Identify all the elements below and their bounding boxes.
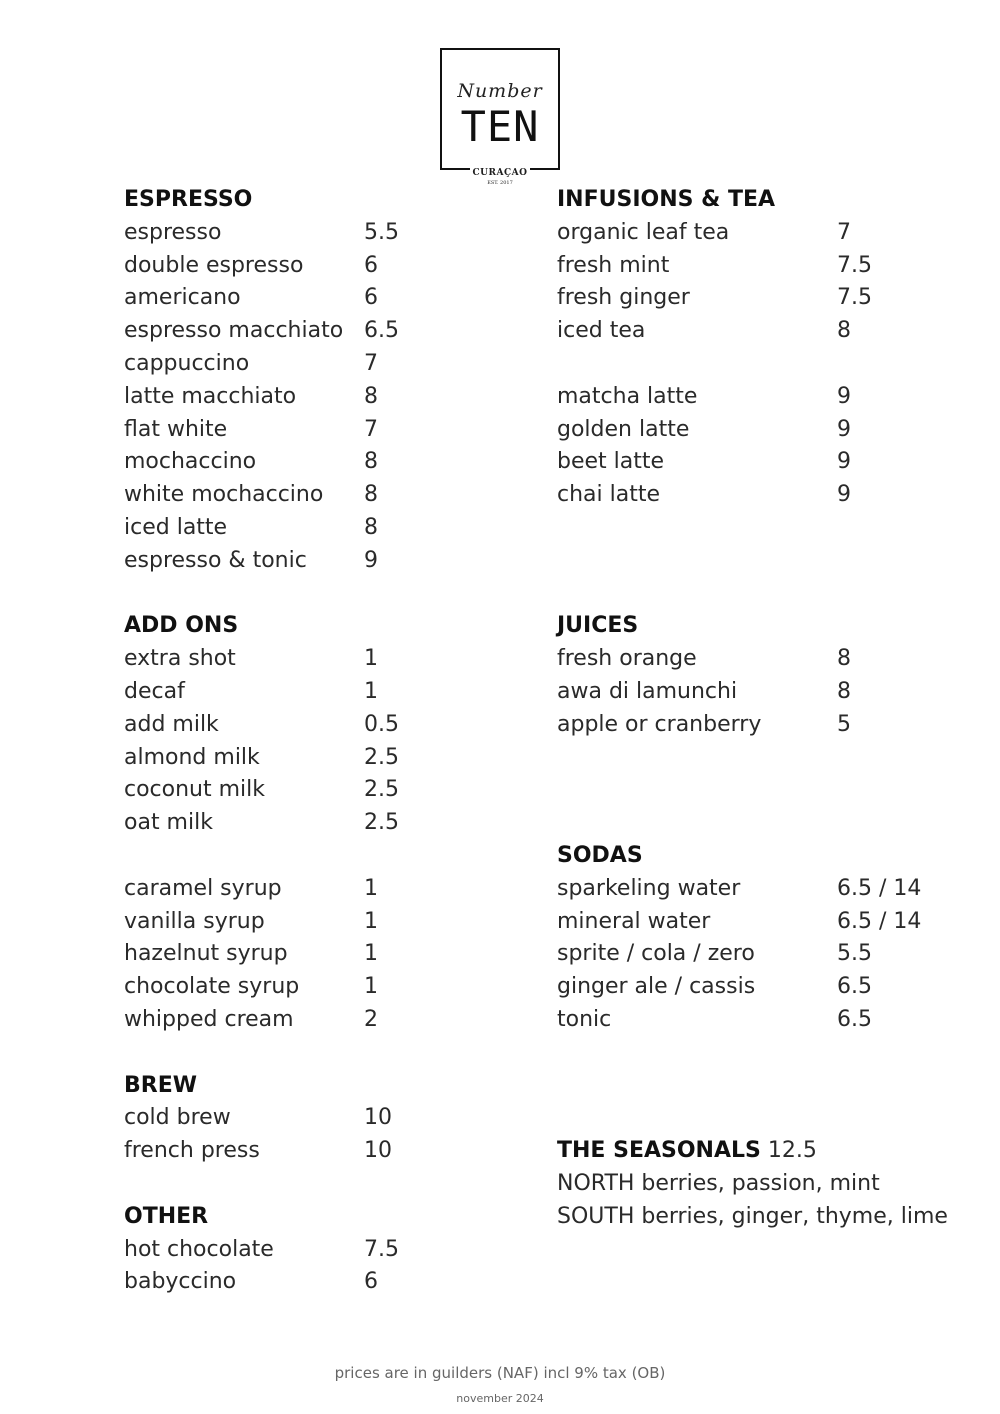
menu-item [557, 315, 948, 348]
item-price: 8 [364, 514, 378, 540]
item-price: 5.5 [364, 219, 399, 245]
seasonals-price: 12.5 [767, 1138, 817, 1164]
item-name: almond milk [124, 744, 260, 770]
item-name: iced tea [557, 318, 646, 344]
item-name: extra shot [124, 646, 236, 672]
menu-item [124, 512, 378, 545]
menu-item [124, 250, 378, 283]
item-name: ginger ale / cassis [557, 974, 756, 1000]
item-name: oat milk [124, 810, 213, 836]
item-name: coconut milk [124, 777, 266, 803]
menu-item [124, 971, 378, 1004]
item-price: 7 [364, 416, 378, 442]
item-price: 2.5 [364, 810, 399, 836]
item-name: fresh mint [557, 252, 670, 278]
menu-item [124, 938, 378, 971]
menu-item [124, 774, 399, 807]
menu-item [557, 250, 948, 283]
menu-item [124, 1102, 392, 1135]
item-name: organic leaf tea [557, 219, 730, 245]
item-name: matcha latte [557, 383, 698, 409]
item-name: beet latte [557, 449, 665, 475]
item-name: mineral water [557, 908, 711, 934]
item-price: 6.5 [364, 318, 399, 344]
item-name: babyccino [124, 1269, 237, 1295]
item-price: 1 [364, 678, 378, 704]
menu-item [124, 873, 378, 906]
menu-item [557, 676, 948, 709]
item-price: 2 [364, 1006, 378, 1032]
item-name: french press [124, 1138, 260, 1164]
item-name: caramel syrup [124, 875, 282, 901]
menu-item [124, 1004, 378, 1037]
item-price: 9 [837, 482, 851, 508]
item-price: 6.5 [837, 1006, 872, 1032]
menu-item [124, 1266, 378, 1299]
item-price: 7 [837, 219, 851, 245]
item-price: 1 [364, 908, 378, 934]
item-name: apple or cranberry [557, 711, 762, 737]
menu-item [124, 348, 378, 381]
item-price: 0.5 [364, 711, 399, 737]
item-name: golden latte [557, 416, 690, 442]
item-price: 6.5 / 14 [837, 875, 922, 901]
item-price: 2.5 [364, 777, 399, 803]
menu-item [557, 446, 948, 479]
item-name: latte macchiato [124, 383, 297, 409]
logo [440, 48, 560, 186]
menu-item [557, 709, 948, 742]
logo-est: EST. 2017 [487, 180, 513, 186]
item-price: 8 [837, 646, 851, 672]
item-price: 8 [837, 318, 851, 344]
item-price: 6.5 / 14 [837, 908, 922, 934]
item-price: 6.5 [837, 974, 872, 1000]
menu-list-espresso [124, 217, 399, 578]
seasonals-title: THE SEASONALS [557, 1138, 761, 1164]
item-name: cappuccino [124, 350, 250, 376]
item-name: flat white [124, 416, 228, 442]
menu-item [124, 643, 378, 676]
item-price: 1 [364, 875, 378, 901]
section-title-sodas: SODAS [557, 842, 643, 868]
item-price: 8 [364, 383, 378, 409]
menu-item [557, 414, 948, 447]
menu-list-juices [557, 643, 948, 741]
menu-item [124, 1234, 399, 1267]
item-name: double espresso [124, 252, 304, 278]
item-price: 6 [364, 252, 378, 278]
section-title-other: OTHER [124, 1203, 209, 1229]
item-price: 9 [364, 547, 378, 573]
menu-item [124, 446, 378, 479]
item-price: 7.5 [837, 252, 872, 278]
item-name: espresso [124, 219, 222, 245]
menu-item [557, 643, 948, 676]
menu-date: november 2024 [456, 1392, 544, 1405]
item-name: iced latte [124, 514, 228, 540]
item-name: americano [124, 285, 241, 311]
seasonal-item: SOUTH berries, ginger, thyme, lime [557, 1203, 948, 1229]
item-name: mochaccino [124, 449, 257, 475]
seasonal-item: NORTH berries, passion, mint [557, 1170, 880, 1196]
section-title-brew: BREW [124, 1072, 198, 1098]
menu-item [557, 381, 948, 414]
menu-item [557, 873, 948, 906]
logo-place: CURAÇAO [470, 168, 530, 178]
menu-item [557, 282, 948, 315]
item-price: 8 [364, 482, 378, 508]
item-price: 7.5 [364, 1236, 399, 1262]
item-price: 10 [364, 1138, 392, 1164]
section-title-espresso: ESPRESSO [124, 187, 253, 212]
item-name: white mochaccino [124, 482, 324, 508]
item-price: 8 [837, 678, 851, 704]
menu-item [124, 906, 378, 939]
item-name: awa di lamunchi [557, 678, 738, 704]
section-title-add-ons: ADD ONS [124, 613, 239, 639]
item-name: chai latte [557, 482, 661, 508]
item-name: whipped cream [124, 1006, 294, 1032]
item-price: 5.5 [837, 941, 872, 967]
menu-item [124, 742, 399, 775]
item-name: sparkeling water [557, 875, 741, 901]
item-price: 10 [364, 1105, 392, 1131]
menu-item [557, 906, 948, 939]
item-price: 1 [364, 646, 378, 672]
menu-item [124, 676, 378, 709]
item-name: vanilla syrup [124, 908, 265, 934]
menu-item [124, 545, 378, 578]
menu-item [124, 709, 399, 742]
menu-item [124, 807, 399, 840]
menu-item [557, 1004, 948, 1037]
item-name: decaf [124, 678, 185, 704]
item-name: chocolate syrup [124, 974, 300, 1000]
left-column [124, 184, 399, 1299]
menu-list-brew [124, 1102, 392, 1168]
menu-list-sodas [557, 873, 948, 1037]
logo-name: TEN [460, 102, 540, 151]
item-price: 7.5 [837, 285, 872, 311]
item-name: sprite / cola / zero [557, 941, 755, 967]
section-title-tea: INFUSIONS & TEA [557, 187, 776, 212]
section-title-seasonals [557, 1135, 948, 1168]
item-name: fresh orange [557, 646, 697, 672]
menu-list-other [124, 1234, 399, 1300]
menu-item [124, 217, 399, 250]
item-name: add milk [124, 711, 219, 737]
item-price: 9 [837, 383, 851, 409]
item-price: 6 [364, 285, 378, 311]
item-name: hot chocolate [124, 1236, 274, 1262]
menu-item [557, 938, 948, 971]
item-price: 1 [364, 974, 378, 1000]
menu-item [557, 479, 948, 512]
menu-item [557, 971, 948, 1004]
menu-item [557, 217, 948, 250]
menu-list-add-ons [124, 643, 399, 1037]
item-price: 1 [364, 941, 378, 967]
menu-list-tea [557, 217, 948, 512]
logo-script-text: Number [457, 80, 543, 102]
item-price: 9 [837, 416, 851, 442]
item-name: cold brew [124, 1105, 231, 1131]
section-title-juices: JUICES [557, 613, 639, 639]
item-price: 8 [364, 449, 378, 475]
item-name: fresh ginger [557, 285, 690, 311]
right-column [557, 184, 948, 1234]
item-name: espresso & tonic [124, 547, 307, 573]
menu-item [124, 414, 378, 447]
item-price: 5 [837, 711, 851, 737]
item-name: hazelnut syrup [124, 941, 288, 967]
menu-item [124, 1135, 392, 1168]
item-price: 2.5 [364, 744, 399, 770]
menu-item [124, 282, 378, 315]
menu-item [124, 381, 378, 414]
price-note: prices are in guilders (NAF) incl 9% tax (OB) [334, 1364, 666, 1382]
item-name: espresso macchiato [124, 318, 344, 344]
menu-item [124, 479, 378, 512]
menu-item [124, 315, 399, 348]
item-price: 9 [837, 449, 851, 475]
item-price: 7 [364, 350, 378, 376]
item-name: tonic [557, 1006, 612, 1032]
item-price: 6 [364, 1269, 378, 1295]
